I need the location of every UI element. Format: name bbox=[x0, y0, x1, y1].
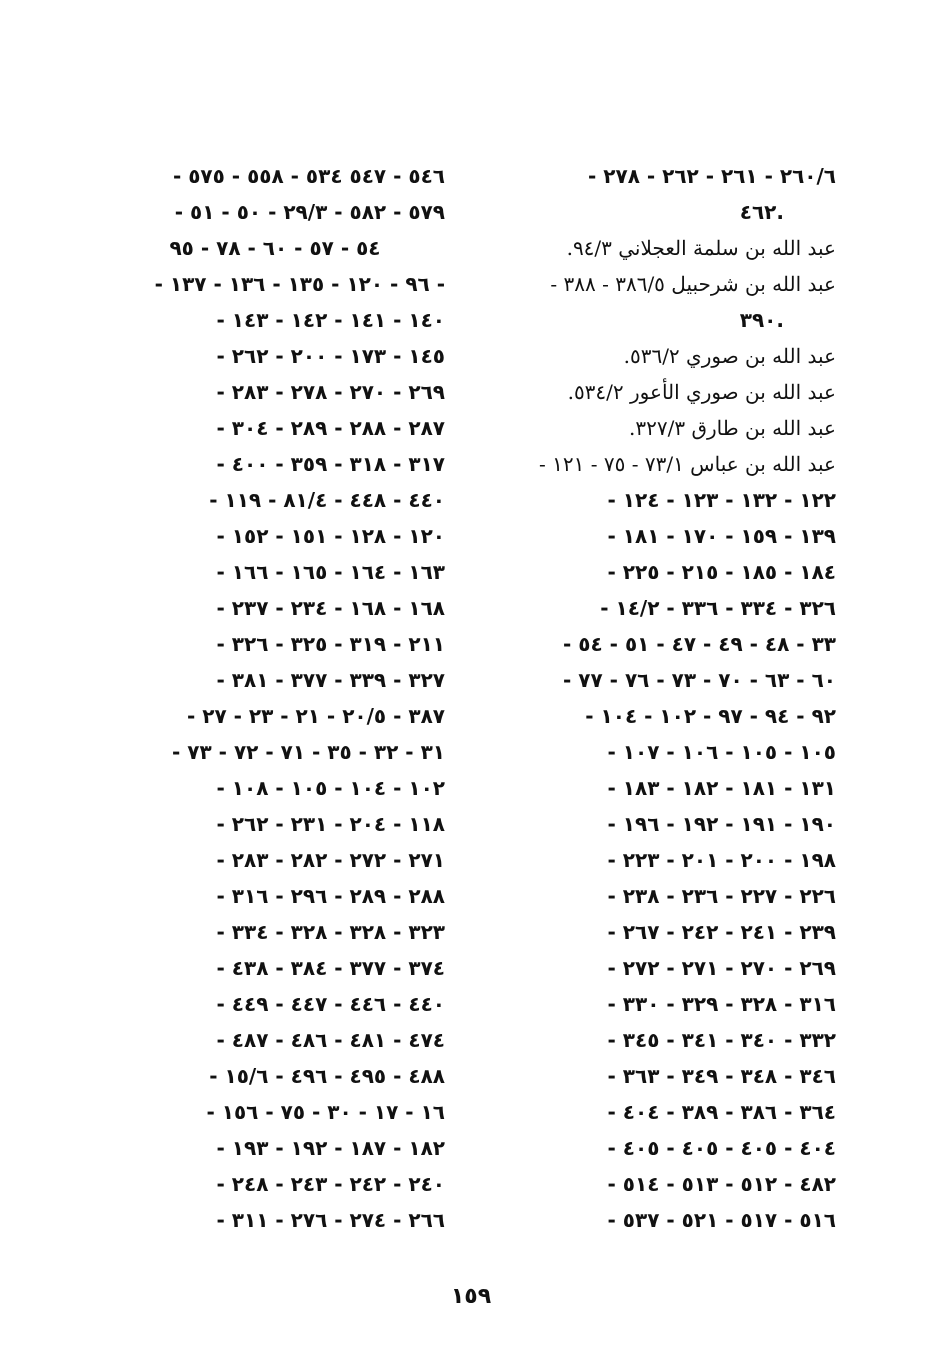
index-line: ٣٢٣ - ٣٢٨ - ٣٢٨ - ٣٣٤ - bbox=[216, 920, 445, 944]
page-number: ١٥٩ bbox=[450, 1284, 492, 1309]
index-line: ٣٨٧ - ٢٠/٥ - ٢١ - ٢٣ - ٢٧ - bbox=[186, 704, 445, 728]
index-line: ٣١٦ - ٣٢٨ - ٣٢٩ - ٣٣٠ - bbox=[607, 992, 836, 1016]
index-line: ١٣٩ - ١٥٩ - ١٧٠ - ١٨١ - bbox=[607, 524, 836, 548]
index-line: عبد الله بن طارق ٣٢٧/٣. bbox=[629, 416, 836, 440]
index-line: ٥٤ - ٥٧ - ٦٠ - ٧٨ - ٩٥ bbox=[169, 236, 381, 260]
index-line: ٤٨٢ - ٥١٢ - ٥١٣ - ٥١٤ - bbox=[607, 1172, 836, 1196]
index-line: .٤٦٢ bbox=[739, 200, 784, 224]
index-line: ١٤٥ - ١٧٣ - ٢٠٠ - ٢٦٢ - bbox=[216, 344, 445, 368]
index-line: ١٨٢ - ١٨٧ - ١٩٢ - ١٩٣ - bbox=[216, 1136, 445, 1160]
index-line: عبد الله بن شرحبيل ٣٨٦/٥ - ٣٨٨ - bbox=[550, 272, 836, 296]
index-line: ٢٦٠/٦ - ٢٦١ - ٢٦٢ - ٢٧٨ - bbox=[588, 164, 836, 188]
index-line: ١٩٠ - ١٩١ - ١٩٢ - ١٩٦ - bbox=[607, 812, 836, 836]
index-line: ١٢٢ - ١٣٢ - ١٢٣ - ١٢٤ - bbox=[607, 488, 836, 512]
index-line: ٣٤٦ - ٣٤٨ - ٣٤٩ - ٣٦٣ - bbox=[607, 1064, 836, 1088]
index-line: ٥٧٩ - ٥٨٢ - ٢٩/٣ - ٥٠ - ٥١ - bbox=[174, 200, 445, 224]
index-line: عبد الله بن عباس ٧٣/١ - ٧٥ - ١٢١ - bbox=[539, 452, 836, 476]
index-line: ١٦٨ - ١٦٨ - ٢٣٤ - ٢٣٧ - bbox=[216, 596, 445, 620]
index-line: ٥٤٦ - ٥٤٧ ٥٣٤ - ٥٥٨ - ٥٧٥ - bbox=[172, 164, 445, 188]
index-line: ١٠٥ - ١٠٥ - ١٠٦ - ١٠٧ - bbox=[607, 740, 836, 764]
index-line: ٣٢٧ - ٣٣٩ - ٣٧٧ - ٣٨١ - bbox=[216, 668, 445, 692]
index-line: ٣٣ - ٤٨ - ٤٩ - ٤٧ - ٥١ - ٥٤ - bbox=[563, 632, 836, 656]
index-line: ١٩٨ - ٢٠٠ - ٢٠١ - ٢٢٣ - bbox=[607, 848, 836, 872]
index-line: ٤٠٤ - ٤٠٥ - ٤٠٥ - ٤٠٥ - bbox=[607, 1136, 836, 1160]
index-line: ٤٤٠ - ٤٤٨ - ٨١/٤ - ١١٩ - bbox=[209, 488, 445, 512]
index-line: ٣٧٤ - ٣٧٧ - ٣٨٤ - ٤٣٨ - bbox=[216, 956, 445, 980]
index-line: ٢٢٦ - ٢٢٧ - ٢٣٦ - ٢٣٨ - bbox=[607, 884, 836, 908]
index-line: ٣٦٤ - ٣٨٦ - ٣٨٩ - ٤٠٤ - bbox=[607, 1100, 836, 1124]
index-line: ٣٣٢ - ٣٤٠ - ٣٤١ - ٣٤٥ - bbox=[607, 1028, 836, 1052]
index-line: ١٠٢ - ١٠٤ - ١٠٥ - ١٠٨ - bbox=[216, 776, 445, 800]
index-line: - ٩٦ - ١٢٠ - ١٣٥ - ١٣٦ - ١٣٧ - bbox=[154, 272, 445, 296]
index-line: ٢٦٩ - ٢٧٠ - ٢٧٨ - ٢٨٣ - bbox=[216, 380, 445, 404]
index-line: ٤٨٨ - ٤٩٥ - ٤٩٦ - ١٥/٦ - bbox=[209, 1064, 445, 1088]
index-line: .٣٩٠ bbox=[739, 308, 784, 332]
index-line: ٣١ - ٣٢ - ٣٥ - ٧١ - ٧٢ - ٧٣ - bbox=[172, 740, 445, 764]
index-line: ٤٤٠ - ٤٤٦ - ٤٤٧ - ٤٤٩ - bbox=[216, 992, 445, 1016]
index-line: ١٦ - ١٧ - ٣٠ - ٧٥ - ١٥٦ - bbox=[206, 1100, 445, 1124]
index-line: ٣٢٦ - ٣٣٤ - ٣٣٦ - ١٤/٢ - bbox=[600, 596, 836, 620]
index-line: ١٢٠ - ١٢٨ - ١٥١ - ١٥٢ - bbox=[216, 524, 445, 548]
index-line: ١٦٣ - ١٦٤ - ١٦٥ - ١٦٦ - bbox=[216, 560, 445, 584]
index-line: ٢١١ - ٣١٩ - ٣٢٥ - ٣٢٦ - bbox=[216, 632, 445, 656]
index-line: عبد الله بن صوري الأعور ٥٣٤/٢. bbox=[567, 380, 836, 404]
index-line: ٢٣٩ - ٢٤١ - ٢٤٢ - ٢٦٧ - bbox=[607, 920, 836, 944]
index-line: ٦٠ - ٦٣ - ٧٠ - ٧٣ - ٧٦ - ٧٧ - bbox=[563, 668, 836, 692]
index-line: ٢٧١ - ٢٧٢ - ٢٨٢ - ٢٨٣ - bbox=[216, 848, 445, 872]
index-line: ٢٦٩ - ٢٧٠ - ٢٧١ - ٢٧٢ - bbox=[607, 956, 836, 980]
index-column-right bbox=[500, 158, 836, 1238]
index-line: ١١٨ - ٢٠٤ - ٢٣١ - ٢٦٢ - bbox=[216, 812, 445, 836]
index-line: ١٣١ - ١٨١ - ١٨٢ - ١٨٣ - bbox=[607, 776, 836, 800]
index-line: ٣١٧ - ٣١٨ - ٣٥٩ - ٤٠٠ - bbox=[216, 452, 445, 476]
index-column-left bbox=[105, 158, 445, 1238]
index-line: عبد الله بن صوري ٥٣٦/٢. bbox=[623, 344, 836, 368]
index-line: ٤٧٤ - ٤٨١ - ٤٨٦ - ٤٨٧ - bbox=[216, 1028, 445, 1052]
index-line: ٩٢ - ٩٤ - ٩٧ - ١٠٢ - ١٠٤ - bbox=[585, 704, 836, 728]
index-line: ٥١٦ - ٥١٧ - ٥٢١ - ٥٣٧ - bbox=[607, 1208, 836, 1232]
index-line: ٢٨٧ - ٢٨٨ - ٢٨٩ - ٣٠٤ - bbox=[216, 416, 445, 440]
index-line: ١٨٤ - ١٨٥ - ٢١٥ - ٢٢٥ - bbox=[607, 560, 836, 584]
index-line: ٢٤٠ - ٢٤٢ - ٢٤٣ - ٢٤٨ - bbox=[216, 1172, 445, 1196]
index-line: ٢٦٦ - ٢٧٤ - ٢٧٦ - ٣١١ - bbox=[216, 1208, 445, 1232]
index-line: عبد الله بن سلمة العجلاني ٩٤/٣. bbox=[566, 236, 836, 260]
index-line: ١٤٠ - ١٤١ - ١٤٢ - ١٤٣ - bbox=[216, 308, 445, 332]
index-line: ٢٨٨ - ٢٨٩ - ٢٩٦ - ٣١٦ - bbox=[216, 884, 445, 908]
